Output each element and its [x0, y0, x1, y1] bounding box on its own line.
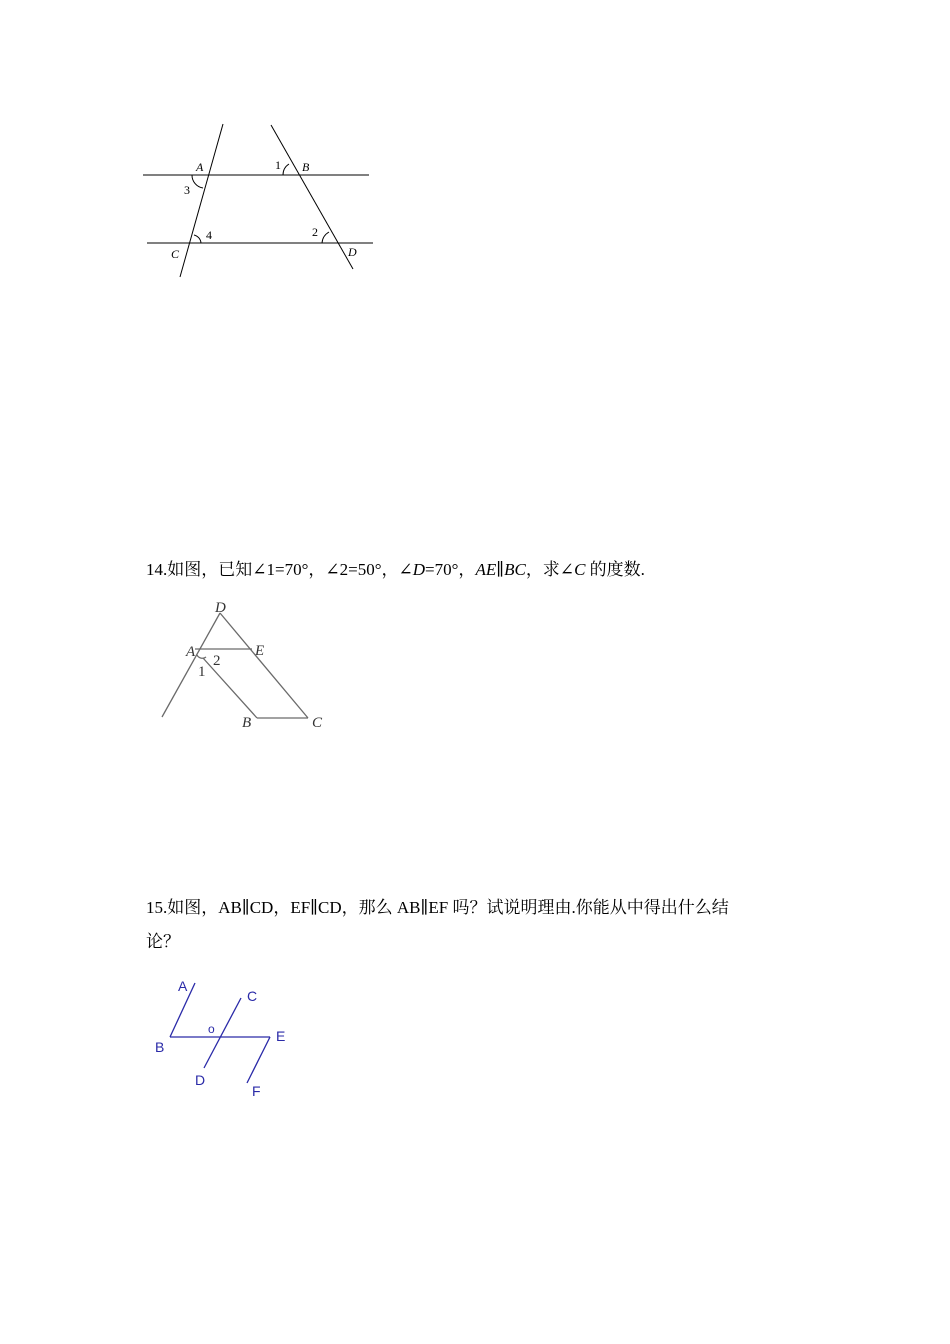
- question-15: [146, 891, 729, 959]
- label-d: D: [348, 245, 357, 259]
- label-angle-1: 1: [275, 158, 281, 172]
- line-ef: [247, 1037, 270, 1083]
- q14-text-4: 的度数.: [585, 560, 645, 579]
- question-14: [146, 553, 645, 587]
- label-a: A: [196, 160, 204, 174]
- figure-15: [0, 970, 320, 1110]
- q14-parallel: ∥: [496, 560, 505, 579]
- line-dc: [220, 613, 308, 718]
- q15-line-2: 论？: [146, 932, 180, 951]
- label-angle-4: 4: [206, 228, 212, 242]
- label-angle-2: 2: [213, 653, 221, 669]
- angle-1-arc: [283, 164, 289, 175]
- line-d-extended: [162, 613, 220, 717]
- q14-var-c: C: [574, 560, 586, 579]
- label-c: C: [312, 715, 323, 731]
- transversal-bd: [271, 125, 353, 269]
- label-f: F: [252, 1083, 261, 1099]
- q14-var-d: D: [412, 560, 426, 579]
- label-d: D: [215, 600, 226, 616]
- figure-14: [0, 590, 360, 740]
- line-ab: [203, 658, 257, 718]
- label-a: A: [186, 644, 196, 660]
- angle-1-arc: [197, 655, 206, 658]
- label-c: C: [247, 988, 258, 1004]
- q14-var-ae: AE: [475, 560, 497, 579]
- label-angle-1: 1: [198, 664, 206, 680]
- label-angle-3: 3: [184, 183, 190, 197]
- q14-text-1: 如图，已知∠1=70°，∠2=50°，∠: [167, 560, 413, 579]
- label-b: B: [302, 160, 310, 174]
- label-angle-2: 2: [312, 225, 318, 239]
- q14-text-3: ，求∠: [525, 560, 575, 579]
- angle-4-arc: [194, 235, 201, 243]
- label-e: E: [276, 1028, 286, 1044]
- label-o: o: [208, 1022, 215, 1036]
- angle-3-arc: [192, 175, 203, 188]
- label-c: C: [171, 247, 180, 261]
- label-d: D: [195, 1072, 206, 1088]
- q14-number: 14.: [146, 560, 168, 579]
- label-b: B: [155, 1039, 165, 1055]
- label-e: E: [255, 643, 265, 659]
- q15-line-1: 15.如图，AB∥CD，EF∥CD，那么 AB∥EF 吗？试说明理由.你能从中得出什么结: [146, 898, 729, 917]
- transversal-ac: [180, 124, 223, 277]
- label-a: A: [178, 978, 188, 994]
- angle-2-arc: [322, 232, 329, 243]
- q14-var-bc: BC: [504, 560, 526, 579]
- q14-text-2: =70°，: [425, 560, 476, 579]
- label-b: B: [242, 715, 252, 731]
- figure-13: [0, 0, 420, 300]
